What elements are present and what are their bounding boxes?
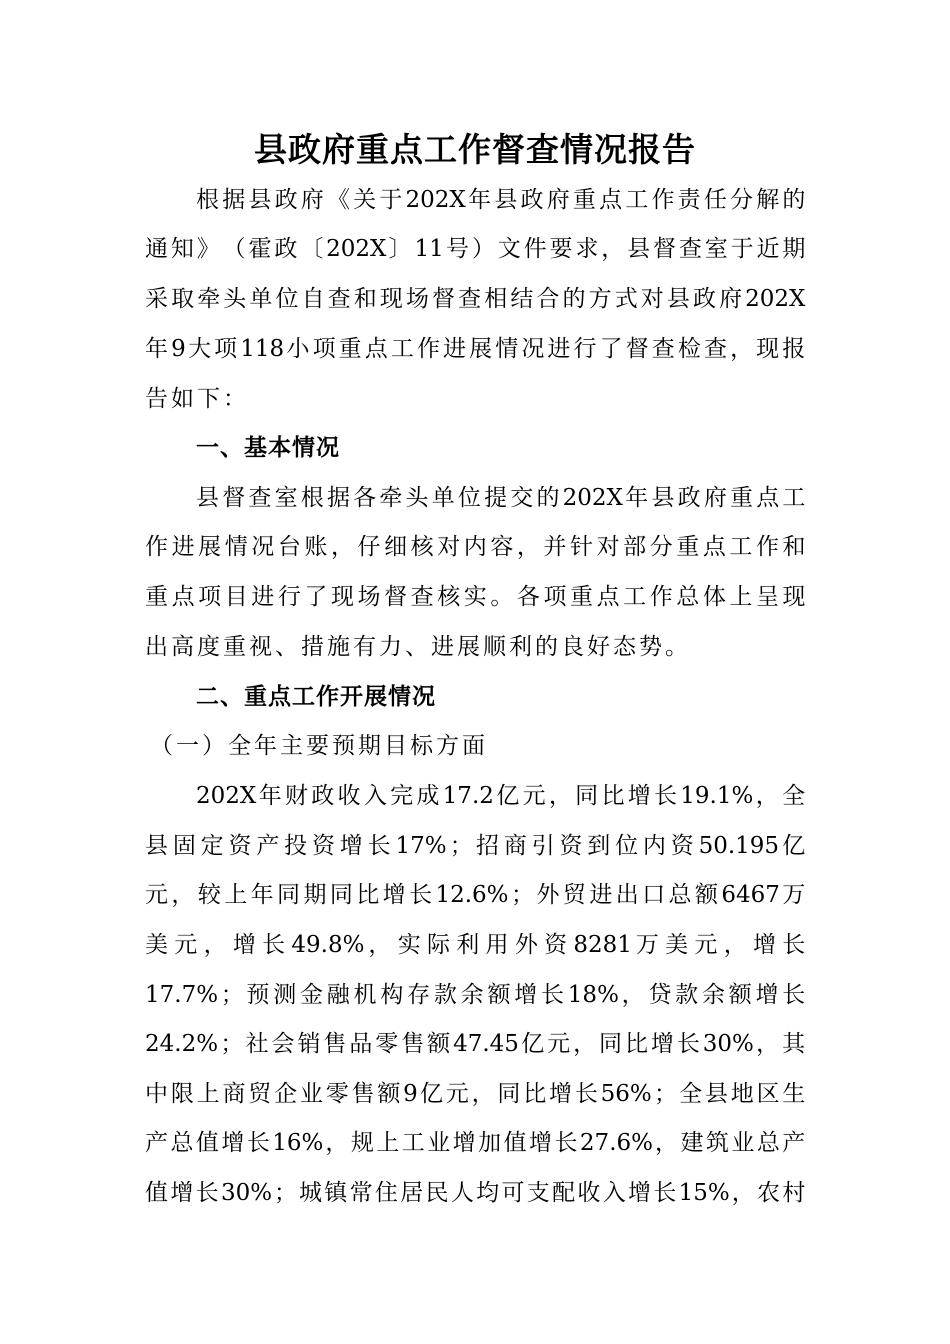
paragraph-line: 202X 年 财 政 收 入 完 成 17.2 亿 元 ， 同 比 增 长 19.1% ， 全 [196,783,806,809]
paragraph-line: 县 督 查 室 根 据 各 牵 头 单 位 提 交 的 202X 年 县 政 府 重 点 工 [196,485,806,511]
paragraph-line: 告如下： [145,386,249,412]
paragraph-line: 美 元 ， 增 长 49.8% ， 实 际 利 用 外 资 8281 万 美 元 ， 增 长 [145,932,806,958]
paragraph-line: 24.2% ； 社 会 销 售 品 零 售 额 47.45 亿 元 ， 同 比 增 长 30% ， 其 [145,1031,806,1057]
section-heading-key-work: 二、重点工作开展情况 [196,684,436,710]
paragraph-line: 年 9 大 项 118 小 项 重 点 工 作 进 展 情 况 进 行 了 督 查 检 查 ， 现 报 [145,336,806,362]
paragraph-line: 产 总 值 增 长 16% ， 规 上 工 业 增 加 值 增 长 27.6% ， 建 筑 业 总 产 [145,1130,806,1156]
section-heading-basic: 一、基本情况 [196,435,340,461]
paragraph-line: 根 据 县 政 府 《 关 于 202X 年 县 政 府 重 点 工 作 责 任 分 解 的 [196,187,806,213]
paragraph-line: 值 增 长 30% ； 城 镇 常 住 居 民 人 均 可 支 配 收 入 增 长 15% ， 农 村 [145,1180,806,1206]
paragraph-line: 通 知 》 （ 霍 政 〔 202X 〕 11 号 ） 文 件 要 求 ， 县 督 查 室 于 近 期 [145,236,806,262]
paragraph-line: 作 进 展 情 况 台 账 ， 仔 细 核 对 内 容 ， 并 针 对 部 分 重 点 工 作 和 [145,534,806,560]
paragraph-line: 重 点 项 目 进 行 了 现 场 督 查 核 实 。 各 项 重 点 工 作 总 体 上 呈 现 [145,584,806,610]
paragraph-line: 出高度重视、措施有力、进展顺利的良好态势。 [145,634,691,660]
paragraph-line: 17.7% ； 预 测 金 融 机 构 存 款 余 额 增 长 18% ， 贷 款 余 额 增 长 [145,982,806,1008]
paragraph-line: 县 固 定 资 产 投 资 增 长 17% ； 招 商 引 资 到 位 内 资 50.195 亿 [145,833,806,859]
paragraph-line: 中 限 上 商 贸 企 业 零 售 额 9 亿 元 ， 同 比 增 长 56% ； 全 县 地 区 生 [145,1081,806,1107]
paragraph-line: 采 取 牵 头 单 位 自 查 和 现 场 督 查 相 结 合 的 方 式 对 县 政 府 202X [145,286,806,312]
paragraph-line: 元 ， 较 上 年 同 期 同 比 增 长 12.6% ； 外 贸 进 出 口 总 额 6467 万 [145,882,806,908]
subsection-heading-targets: （一）全年主要预期目标方面 [150,733,488,759]
document-title: 县政府重点工作督查情况报告 [254,130,696,169]
